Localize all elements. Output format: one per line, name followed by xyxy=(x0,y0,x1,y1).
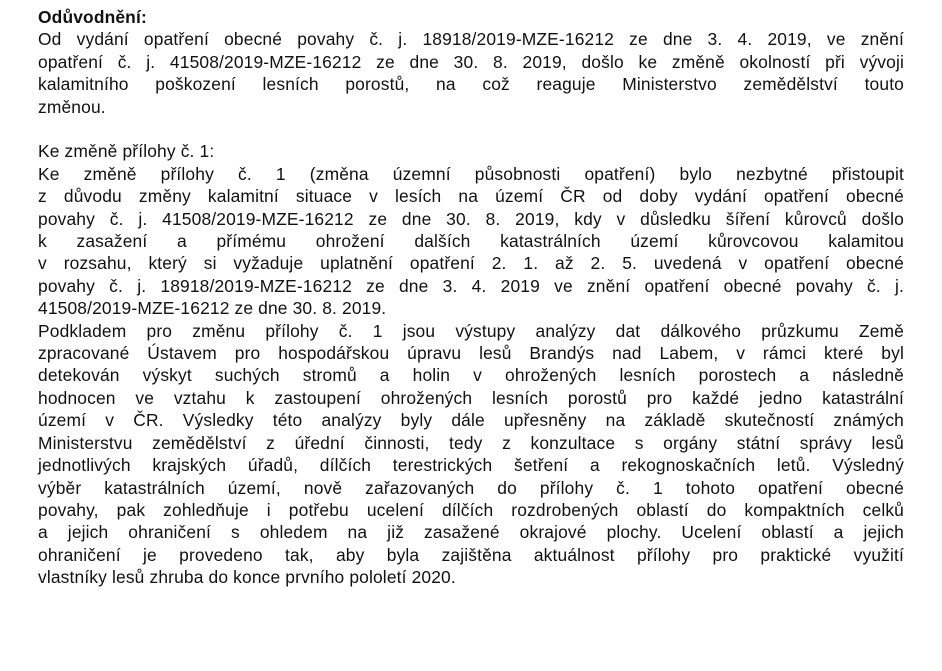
paragraph-intro xyxy=(38,28,904,118)
paragraph-annex-change xyxy=(38,163,904,320)
text-line: Ke změně přílohy č. 1 (změna územní působnosti opatření) bylo nezbytné přistoupit xyxy=(38,163,904,184)
text-line: k zasažení a přímému ohrožení dalších katastrálních území kůrovcovou kalamitou xyxy=(38,231,904,252)
paragraph-analysis-basis xyxy=(38,320,904,589)
paragraph-spacer xyxy=(38,118,904,140)
text-line: Od vydání opatření obecné povahy č. j. 18918/2019-MZE-16212 ze dne 3. 4. 2019, ve znění xyxy=(38,29,904,50)
text-line: povahy č. j. 41508/2019-MZE-16212 ze dne 30. 8. 2019, kdy v důsledku šíření kůrovců došlo xyxy=(38,208,904,229)
text-line: území v ČR. Výsledky této analýzy byly dále upřesněny na základě skutečností známých xyxy=(38,410,904,431)
text-line: ohraničení je provedeno tak, aby byla zajištěna aktuálnost přílohy pro praktické využití xyxy=(38,544,904,565)
section-heading: Odůvodnění: xyxy=(38,7,147,27)
text-line: a jejich ohraničení s ohledem na již zasažené okrajové plochy. Ucelení oblastí a jejich xyxy=(38,522,904,543)
text-line: výběr katastrálních území, nově zařazovaných do přílohy č. 1 tohoto opatření obecné xyxy=(38,477,904,498)
text-line: povahy č. j. 18918/2019-MZE-16212 ze dne 3. 4. 2019 ve znění opatření obecné povahy č. j. xyxy=(38,275,904,296)
text-line: vlastníky lesů zhruba do konce prvního pololetí 2020. xyxy=(38,567,456,588)
text-line: opatření č. j. 41508/2019-MZE-16212 ze dne 30. 8. 2019, došlo ke změně okolností při vývoji xyxy=(38,51,904,72)
text-line: kalamitního poškození lesních porostů, na což reaguje Ministerstvo zemědělství touto xyxy=(38,74,904,95)
subheading: Ke změně přílohy č. 1: xyxy=(38,141,215,162)
text-line: Podkladem pro změnu přílohy č. 1 jsou výstupy analýzy dat dálkového průzkumu Země xyxy=(38,320,904,341)
text-line: jednotlivých krajských úřadů, dílčích terestrických šetření a rekognoskačních letů. Výsledný xyxy=(38,455,904,476)
text-line: z důvodu změny kalamitní situace v lesích na území ČR od doby vydání opatření obecné xyxy=(38,186,904,207)
text-line: v rozsahu, který si vyžaduje uplatnění opatření 2. 1. až 2. 5. uvedená v opatření obecné xyxy=(38,253,904,274)
text-line: Ministerstvu zemědělství z úřední činnosti, tedy z konzultace s orgány státní správy lesů xyxy=(38,432,904,453)
text-line: detekován výskyt suchých stromů a holin v ohrožených lesních porostech a následně xyxy=(38,365,904,386)
text-line: 41508/2019-MZE-16212 ze dne 30. 8. 2019. xyxy=(38,298,387,319)
text-line: hodnocen ve vztahu k zastoupení ohrožených lesních porostů pro každé jedno katastrální xyxy=(38,387,904,408)
text-line: změnou. xyxy=(38,96,106,117)
text-line: zpracované Ústavem pro hospodářskou úpravu lesů Brandýs nad Labem, v rámci které byl xyxy=(38,343,904,364)
text-line: povahy, pak zohledňuje i potřebu ucelení dílčích rozdrobených oblastí do kompaktních celků xyxy=(38,499,904,520)
